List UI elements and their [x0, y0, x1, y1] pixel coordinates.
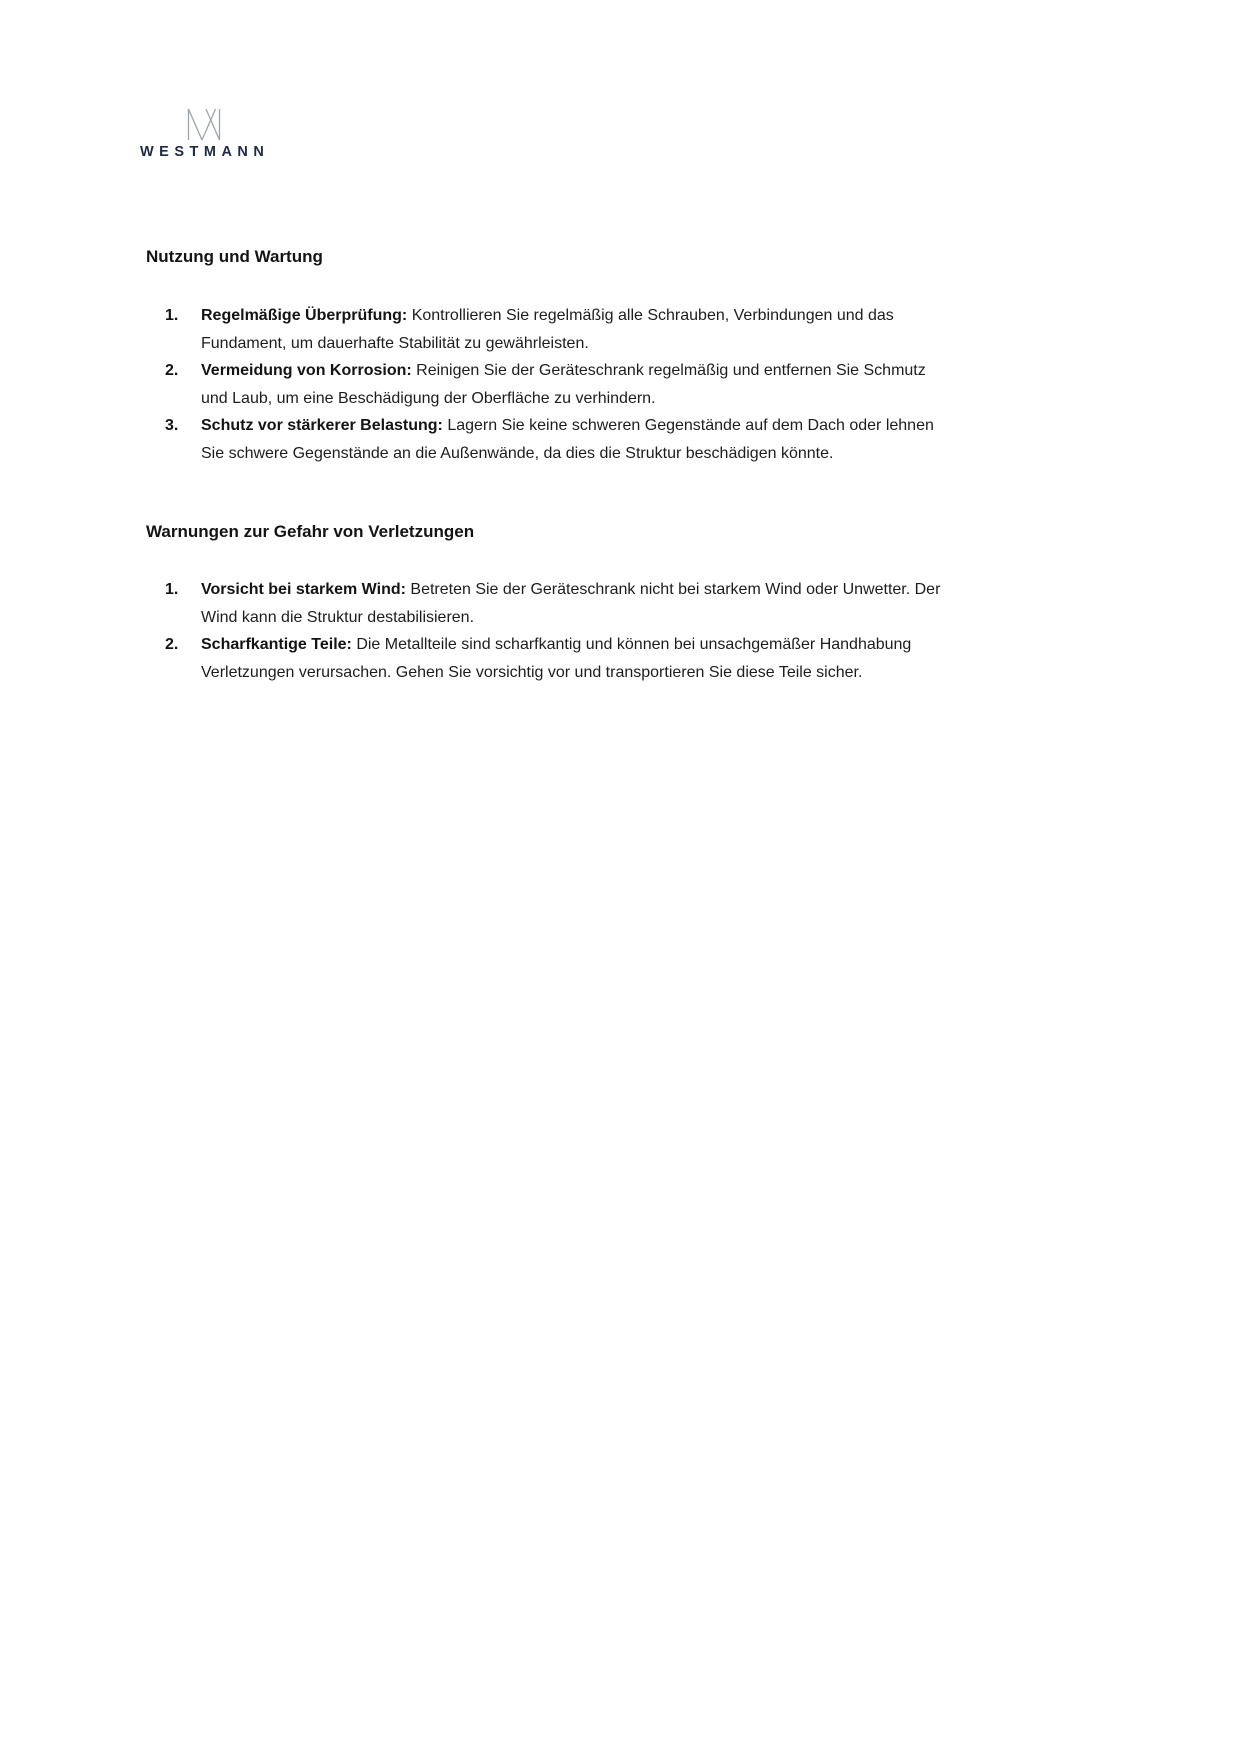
list-item-body: Lagern Sie keine schweren Gegenstände auf dem Dach oder lehnen Sie schwere Gegenstände an die Außenwände, da dies die Struktur beschädigen könnte. [201, 417, 934, 462]
list-item-text [201, 412, 951, 467]
list-item-lead: Schutz vor stärkerer Belastung: [201, 417, 443, 434]
list-item [146, 357, 1094, 412]
list-item-body: Die Metallteile sind scharfkantig und können bei unsachgemäßer Handhabung Verletzungen verursachen. Gehen Sie vorsichtig vor und transportieren Sie diese Teile sicher. [201, 636, 912, 681]
list-item-lead: Regelmäßige Überprüfung: [201, 307, 408, 324]
list-item [146, 302, 1094, 357]
list-item [146, 631, 1094, 686]
list-item-body: Reinigen Sie der Geräteschrank regelmäßig und entfernen Sie Schmutz und Laub, um eine Beschädigung der Oberfläche zu verhindern. [201, 362, 926, 407]
list-item-number: 1. [165, 307, 179, 324]
list-item-text [201, 302, 951, 357]
list-item-number: 2. [165, 636, 179, 653]
section-heading-maintenance: Nutzung und Wartung [146, 247, 323, 266]
warnings-list [146, 576, 1094, 686]
list-item [146, 412, 1094, 467]
westmann-logo [140, 108, 269, 160]
list-item-lead: Vermeidung von Korrosion: [201, 362, 412, 379]
list-item-number: 1. [165, 581, 179, 598]
list-item-text [201, 357, 951, 412]
maintenance-list [146, 302, 1094, 467]
list-item-body: Betreten Sie der Geräteschrank nicht bei starkem Wind oder Unwetter. Der Wind kann die Struktur destabilisieren. [201, 581, 941, 626]
list-item-body: Kontrollieren Sie regelmäßig alle Schrauben, Verbindungen und das Fundament, um dauerhafte Stabilität zu gewährleisten. [201, 307, 894, 352]
brand-name: WESTMANN [140, 144, 270, 160]
list-item-lead: Vorsicht bei starkem Wind: [201, 581, 406, 598]
list-item-number: 3. [165, 417, 179, 434]
list-item-number: 2. [165, 362, 179, 379]
list-item-lead: Scharfkantige Teile: [201, 636, 352, 653]
list-item [146, 576, 1094, 631]
westmann-monogram-icon [187, 108, 223, 141]
list-item-text [201, 576, 951, 631]
section-heading-warnings: Warnungen zur Gefahr von Verletzungen [146, 522, 475, 541]
list-item-text [201, 631, 951, 686]
